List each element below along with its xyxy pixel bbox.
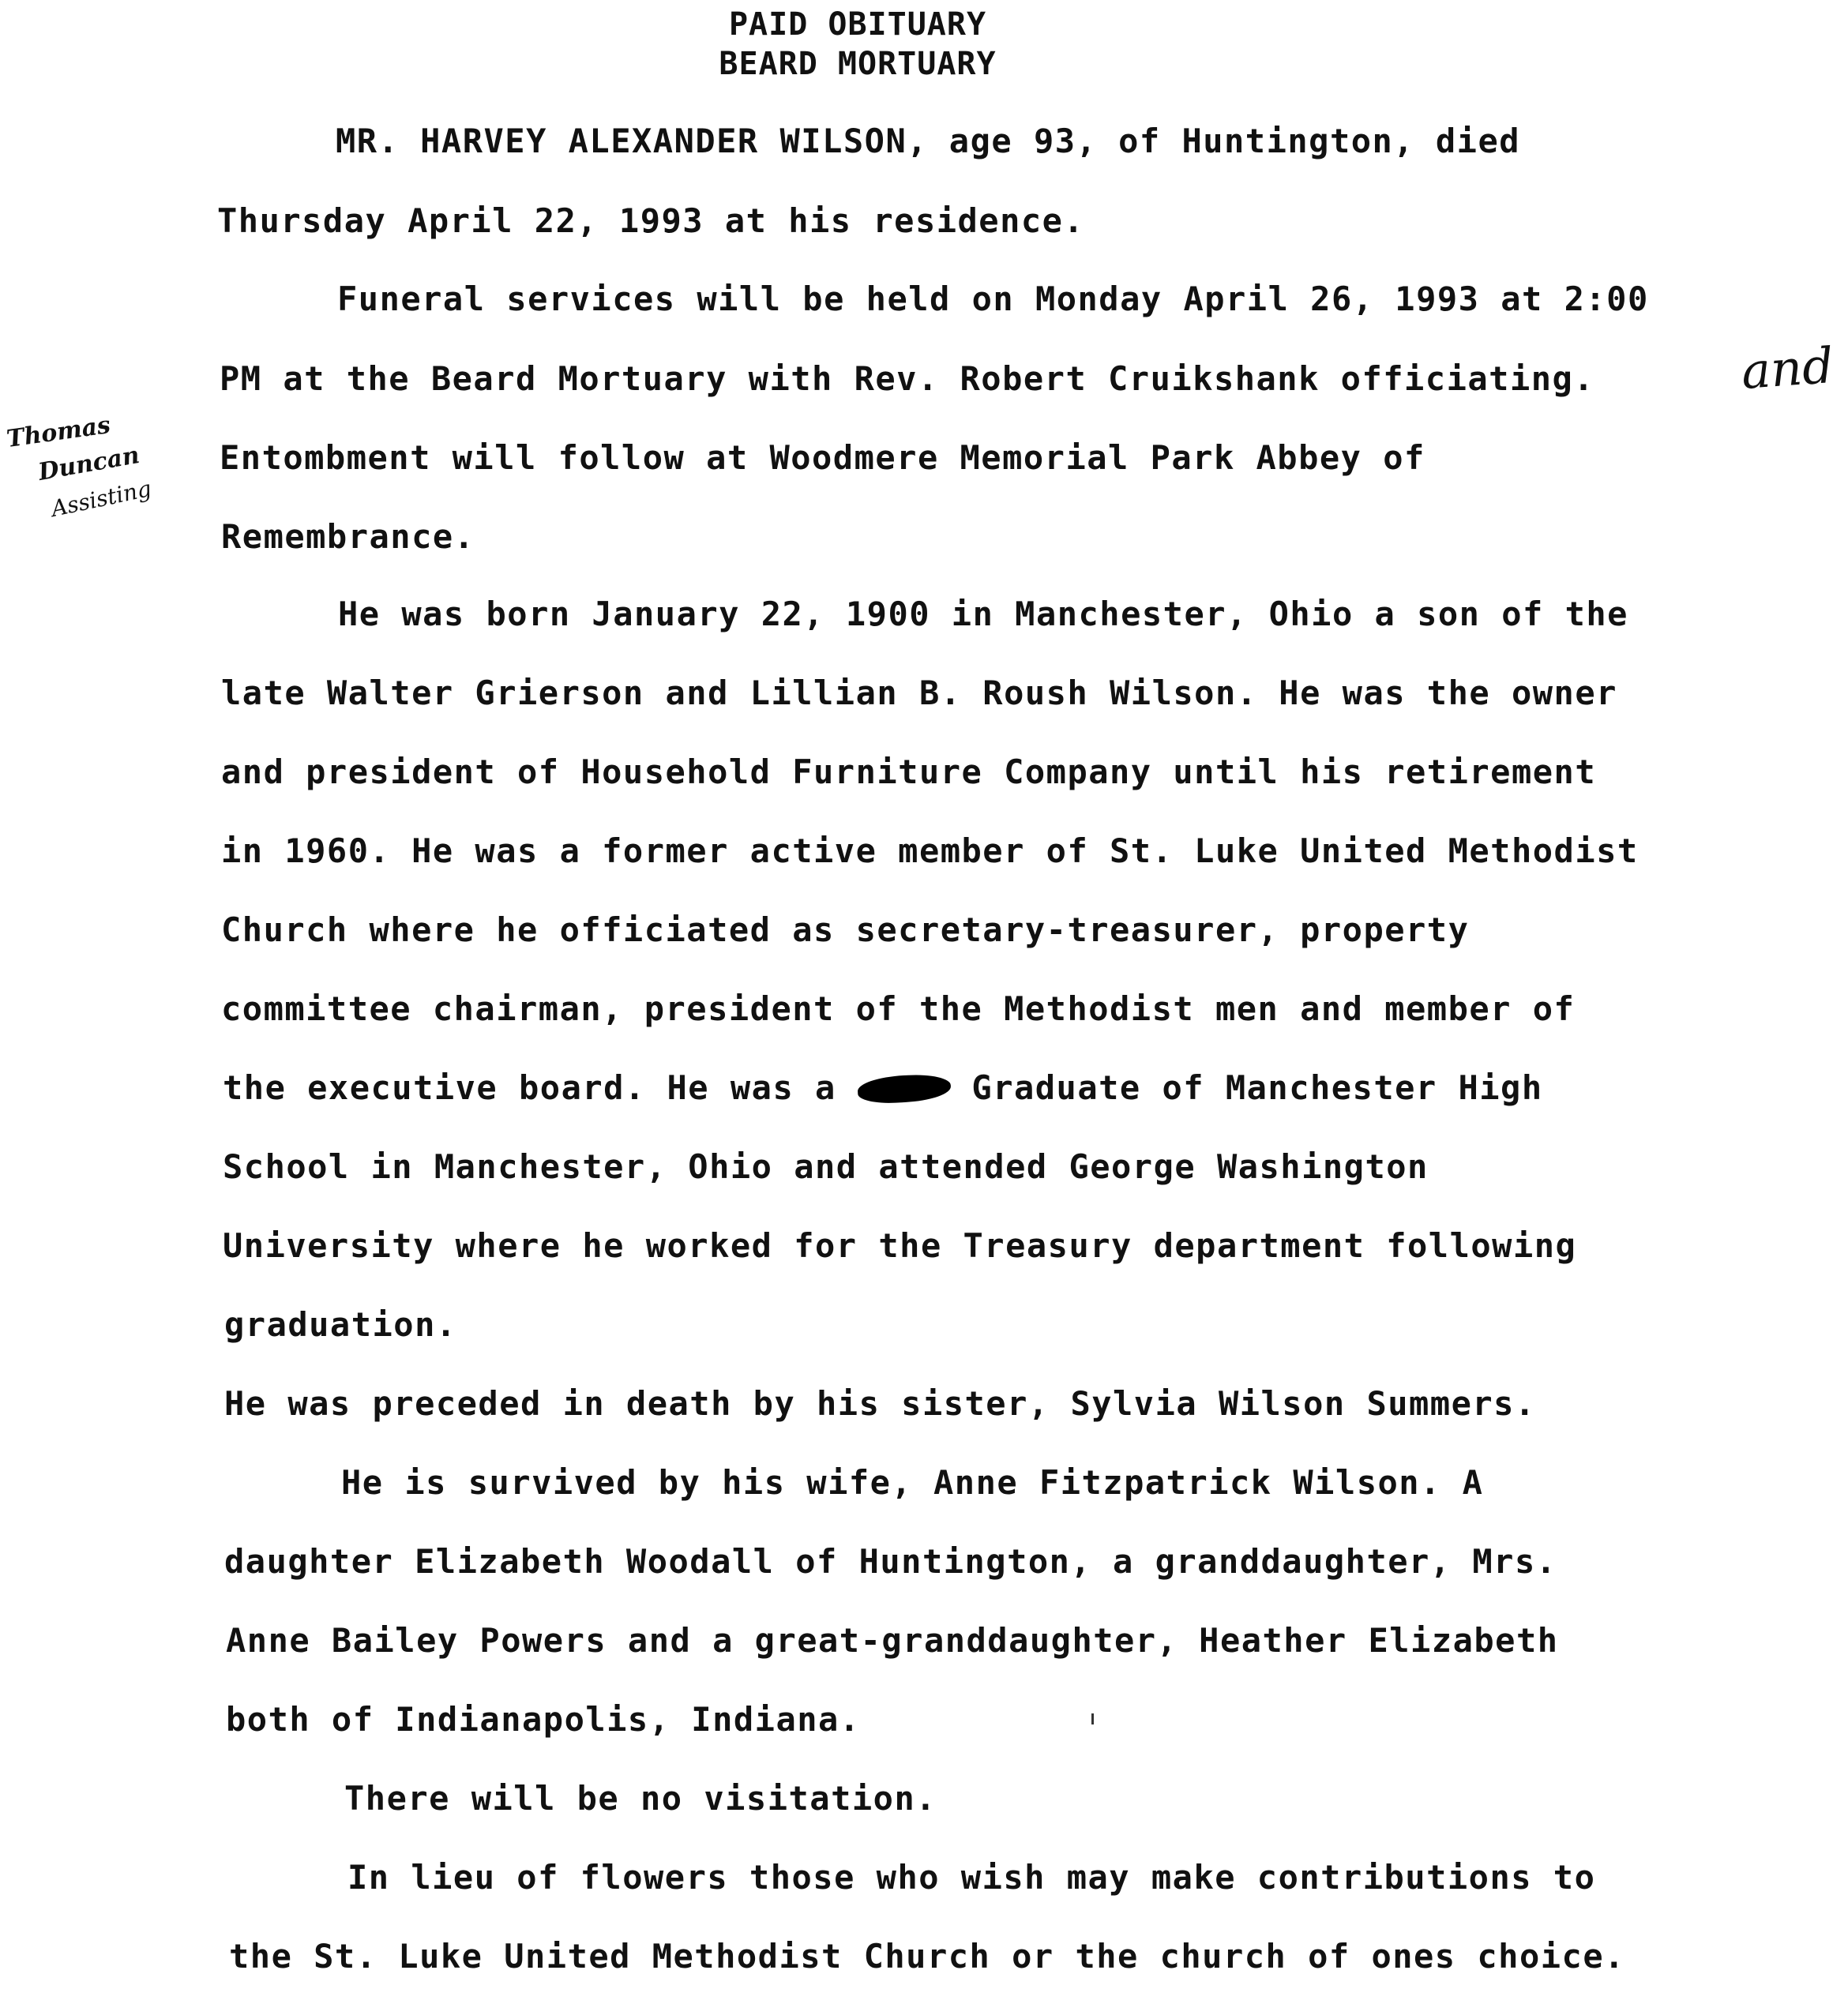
handwritten-margin-assisting: Assisting [48,475,154,522]
body-line-15: University where he worked for the Treasury department following [223,1226,1577,1265]
body-line-13-end: Graduate of Manchester High [971,1068,1543,1107]
header-subtitle: BEARD MORTUARY [719,46,997,82]
header-title: PAID OBITUARY [728,6,987,43]
ink-speck [1091,1713,1094,1724]
body-line-14: School in Manchester, Ohio and attended George Washington [223,1147,1429,1186]
redaction-mark [857,1073,952,1105]
body-line-19: daughter Elizabeth Woodall of Huntington, a granddaughter, Mrs. [224,1542,1557,1581]
body-line-5: Entombment will follow at Woodmere Memorial Park Abbey of [220,438,1425,477]
handwritten-margin-name: Thomas [5,411,113,454]
body-line-12: committee chairman, president of the Methodist men and member of [221,989,1576,1028]
body-line-13 [223,1068,1543,1108]
body-line-11: Church where he officiated as secretary-treasurer, property [221,910,1470,949]
body-line-1: MR. HARVEY ALEXANDER WILSON, age 93, of Huntington, died [336,122,1521,160]
body-line-8: late Walter Grierson and Lillian B. Roush Wilson. He was the owner [221,674,1617,712]
handwritten-margin-surname: Duncan [36,441,142,486]
handwritten-and: and [1739,336,1835,400]
body-line-10: in 1960. He was a former active member of St. Luke United Methodist [221,831,1639,870]
body-line-22: There will be no visitation. [344,1779,937,1818]
body-line-20: Anne Bailey Powers and a great-granddaughter, Heather Elizabeth [226,1621,1559,1660]
body-line-17: He was preceded in death by his sister, Sylvia Wilson Summers. [224,1384,1536,1423]
body-line-18: He is survived by his wife, Anne Fitzpatrick Wilson. A [341,1463,1484,1502]
body-line-7: He was born January 22, 1900 in Manchester, Ohio a son of the [338,595,1628,633]
body-line-3: Funeral services will be held on Monday April 26, 1993 at 2:00 [337,280,1649,318]
body-line-23: In lieu of flowers those who wish may make contributions to [347,1858,1596,1897]
body-line-9: and president of Household Furniture Company until his retirement [221,752,1597,791]
body-line-2: Thursday April 22, 1993 at his residence. [217,201,1085,240]
body-line-4: PM at the Beard Mortuary with Rev. Robert Cruikshank officiating. [220,359,1595,398]
body-line-21: both of Indianapolis, Indiana. [226,1700,861,1739]
body-line-24: the St. Luke United Methodist Church or the church of ones choice. [229,1937,1625,1976]
body-line-6: Remembrance. [221,517,475,556]
body-line-16: graduation. [224,1305,457,1344]
document-header [0,5,1848,84]
body-line-13-start: the executive board. He was a [223,1068,836,1107]
